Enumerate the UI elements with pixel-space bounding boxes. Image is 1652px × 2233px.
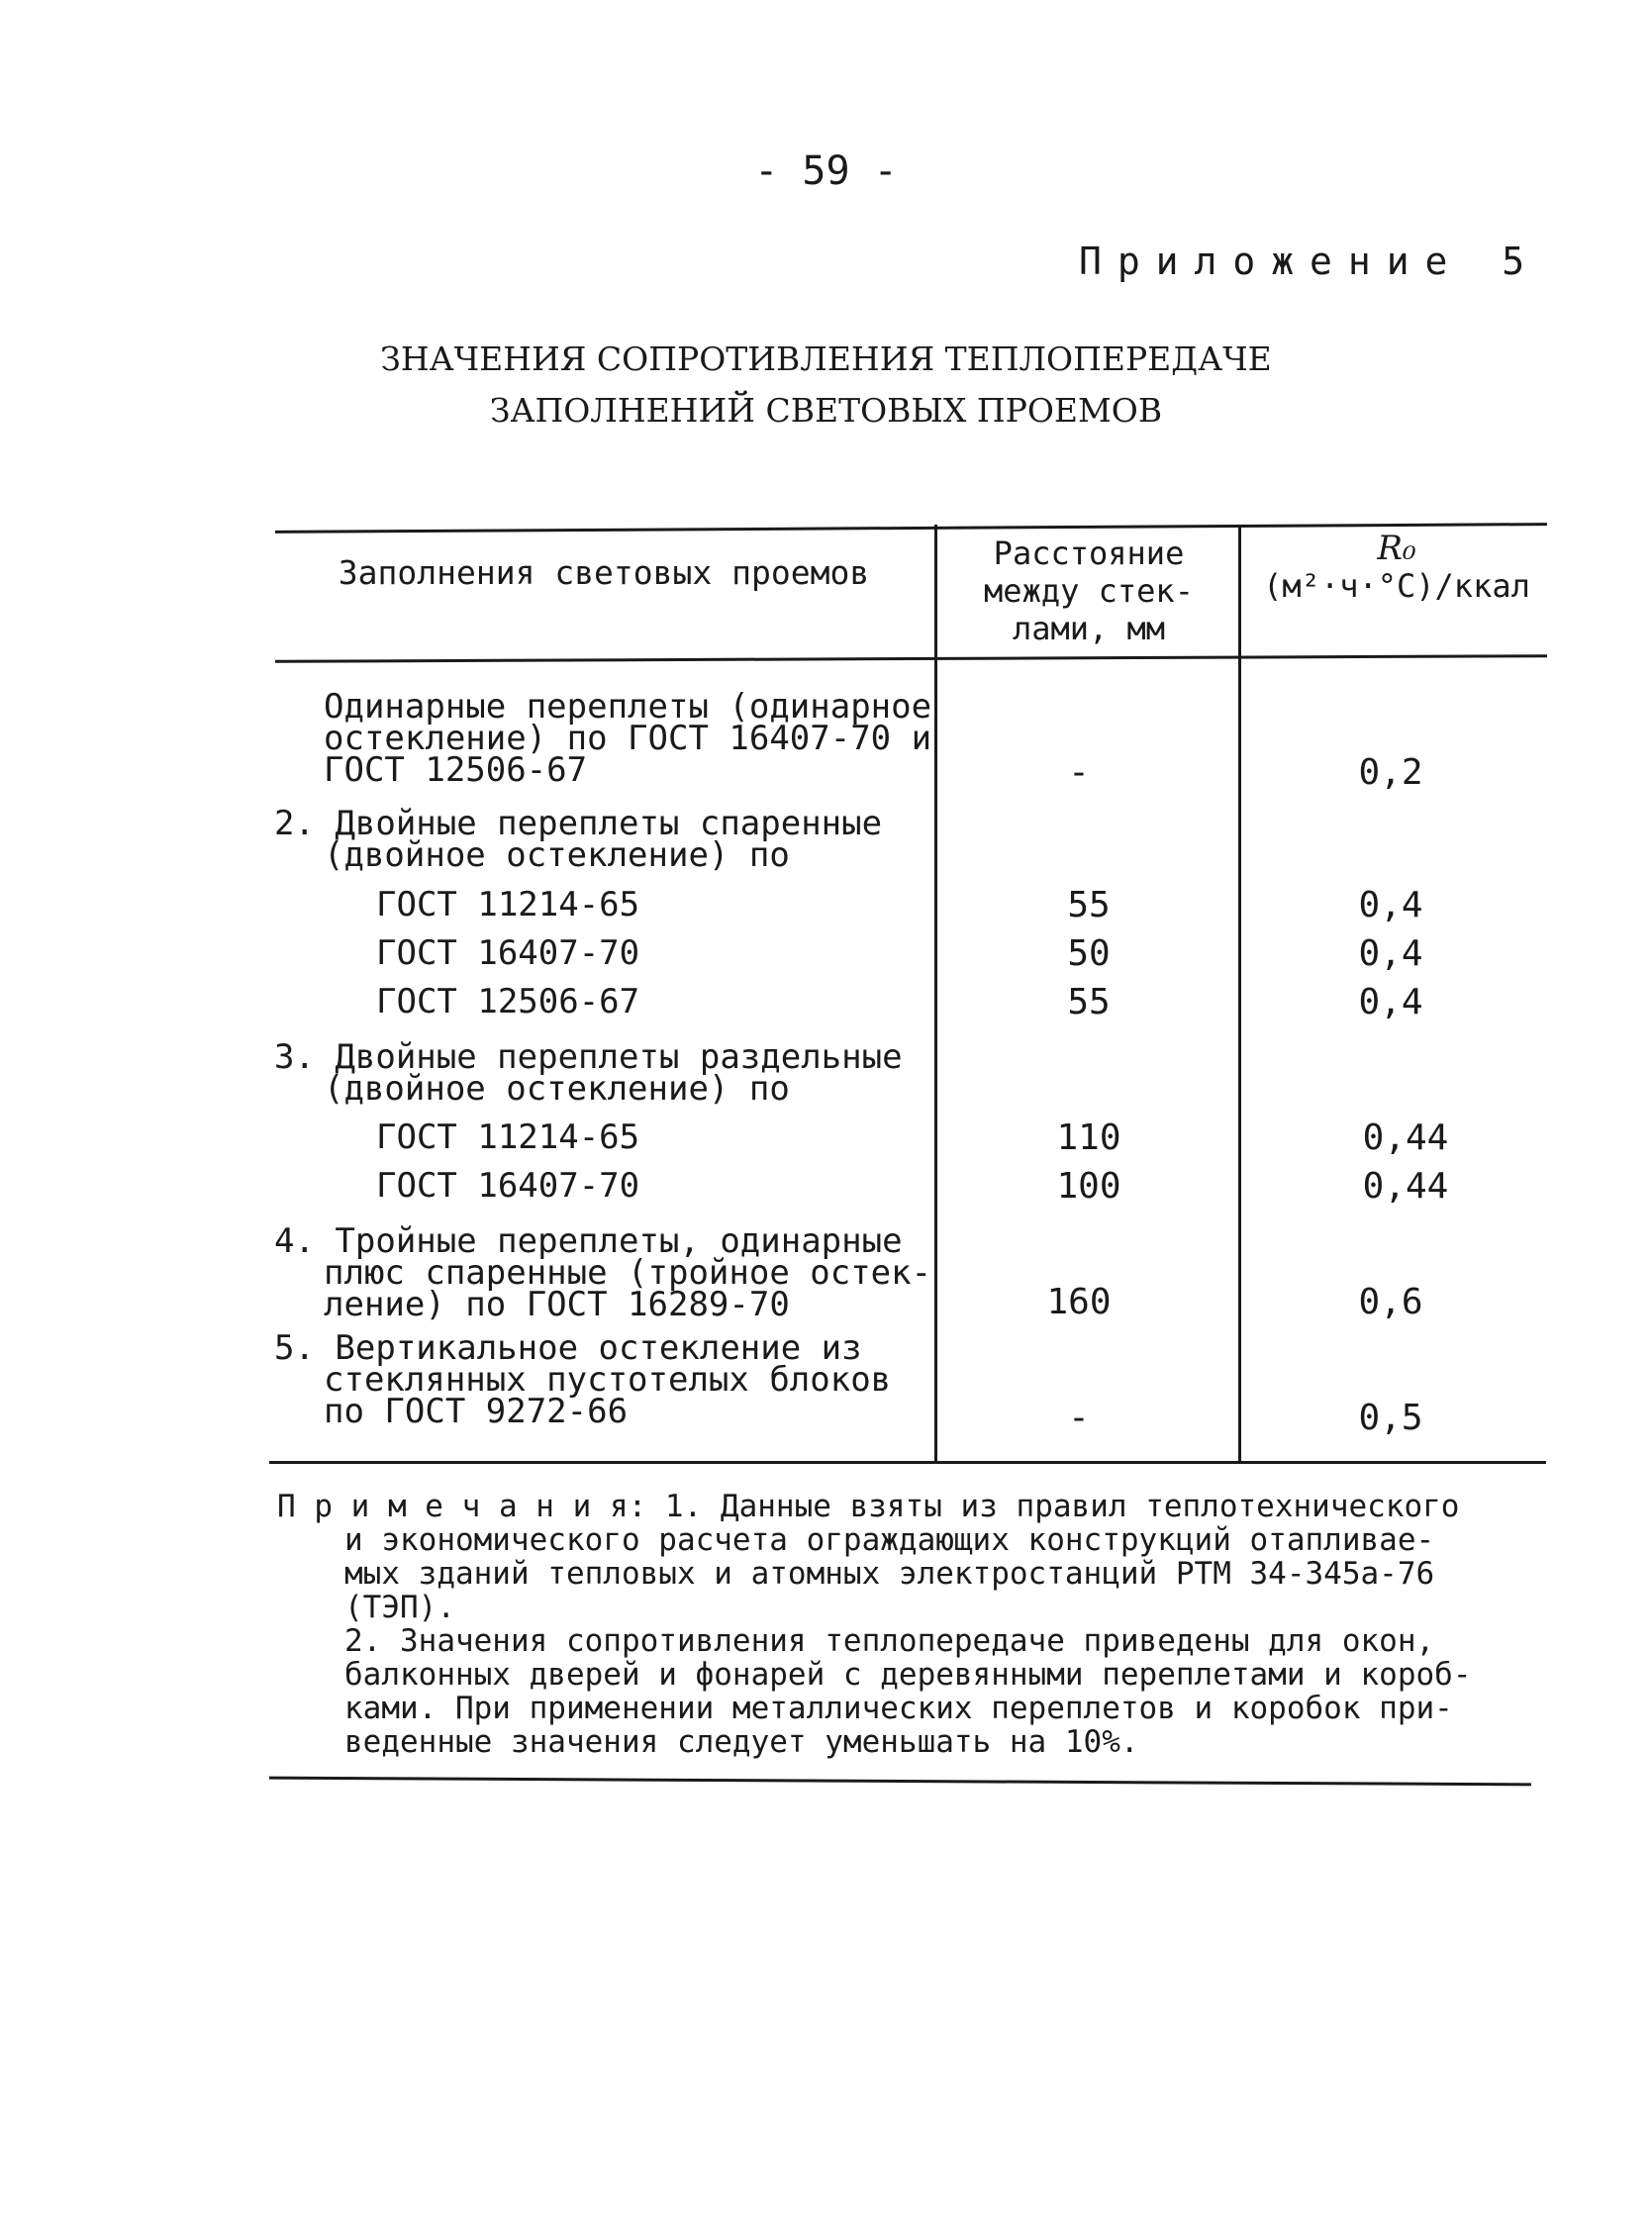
row-5-label-line-2: стеклянных пустотелых блоков <box>324 1360 892 1400</box>
row-2a-label: ГОСТ 11214-65 <box>376 885 640 924</box>
row-4-label <box>274 1221 932 1324</box>
row-5-label-line-3: по ГОСТ 9272-66 <box>324 1392 629 1431</box>
row-3b-r0: 0,44 <box>1362 1166 1449 1207</box>
page-number: - 59 - <box>754 148 898 194</box>
title-line-2: ЗАПОЛНЕНИЙ СВЕТОВЫХ ПРОЕМОВ <box>489 391 1163 430</box>
table-column-divider-2 <box>1238 525 1241 1461</box>
row-2a-distance: 55 <box>1067 885 1111 925</box>
row-3-label-line-2: (двойное остекление) по <box>324 1069 790 1109</box>
row-4-r0: 0,6 <box>1358 1282 1423 1322</box>
note-line-3: мых зданий тепловых и атомных электростанций РТМ 34-345а-76 <box>344 1556 1435 1592</box>
row-1-distance: - <box>1068 752 1090 793</box>
row-1-label-line-2: остекление) по ГОСТ 16407-70 и <box>324 719 932 758</box>
note-line-2: и экономического расчета ограждающих конструкций отапливае- <box>344 1522 1435 1558</box>
row-1-r0: 0,2 <box>1358 752 1423 793</box>
row-3b-label: ГОСТ 16407-70 <box>376 1166 640 1206</box>
header-r0-symbol: R₀ <box>1377 529 1416 568</box>
header-r0 <box>1243 530 1550 605</box>
row-5-label <box>274 1328 892 1431</box>
row-2b-distance: 50 <box>1067 933 1111 974</box>
row-1-label <box>324 687 932 790</box>
row-1-label-line-3: ГОСТ 12506-67 <box>324 750 588 790</box>
row-4-distance: 160 <box>1046 1282 1112 1322</box>
row-5-r0: 0,5 <box>1358 1398 1423 1438</box>
note-line-6: балконных дверей и фонарей с деревянными переплетами и короб- <box>344 1657 1472 1693</box>
header-distance <box>940 534 1237 647</box>
row-3a-distance: 110 <box>1056 1117 1121 1158</box>
row-3-label <box>274 1037 903 1109</box>
notes <box>277 1490 1471 1759</box>
header-distance-line-2: между стек- <box>984 572 1194 610</box>
row-1-label-line-1: Одинарные переплеты (одинарное <box>324 687 932 727</box>
header-r0-unit: (м²·ч·°С)/ккал <box>1263 567 1530 605</box>
row-2c-distance: 55 <box>1067 982 1111 1022</box>
row-5-label-line-1: 5. Вертикальное остекление из <box>274 1328 862 1368</box>
row-2-label <box>274 804 883 875</box>
note-line-8: веденные значения следует уменьшать на 10%. <box>344 1724 1139 1760</box>
header-fillings: Заполнения световых проемов <box>338 553 870 592</box>
note-line-7: ками. При применении металлических переплетов и коробок при- <box>344 1691 1453 1726</box>
row-2c-r0: 0,4 <box>1358 982 1423 1022</box>
note-line-5: 2. Значения сопротивления теплопередаче приведены для окон, <box>344 1623 1435 1659</box>
row-2-label-line-2: (двойное остекление) по <box>324 835 790 875</box>
note-line-4: (ТЭП). <box>344 1590 455 1625</box>
row-2-label-line-1: 2. Двойные переплеты спаренные <box>274 804 883 843</box>
row-2b-r0: 0,4 <box>1358 933 1423 974</box>
header-distance-line-1: Расстояние <box>993 534 1185 572</box>
table-header-rule <box>275 654 1547 663</box>
row-3-label-line-1: 3. Двойные переплеты раздельные <box>274 1037 903 1077</box>
row-4-label-line-1: 4. Тройные переплеты, одинарные <box>274 1221 903 1261</box>
row-3a-r0: 0,44 <box>1362 1117 1449 1158</box>
row-3a-label: ГОСТ 11214-65 <box>376 1117 640 1157</box>
table-column-divider-1 <box>934 525 937 1461</box>
title-line-1: ЗНАЧЕНИЯ СОПРОТИВЛЕНИЯ ТЕПЛОПЕРЕДАЧЕ <box>380 340 1272 378</box>
row-4-label-line-2: плюс спаренные (тройное остек- <box>324 1253 932 1293</box>
row-5-distance: - <box>1068 1398 1090 1438</box>
row-2b-label: ГОСТ 16407-70 <box>376 933 640 973</box>
row-2c-label: ГОСТ 12506-67 <box>376 982 640 1021</box>
table-bottom-rule <box>269 1461 1546 1464</box>
row-4-label-line-3: ление) по ГОСТ 16289-70 <box>324 1285 790 1324</box>
notes-bottom-rule <box>269 1777 1531 1787</box>
header-distance-line-3: лами, мм <box>1012 610 1166 647</box>
row-3b-distance: 100 <box>1056 1166 1121 1207</box>
appendix-label: Приложение 5 <box>1079 240 1541 283</box>
note-line-1: П р и м е ч а н и я: 1. Данные взяты из правил теплотехнического <box>277 1489 1460 1524</box>
row-2a-r0: 0,4 <box>1358 885 1423 925</box>
